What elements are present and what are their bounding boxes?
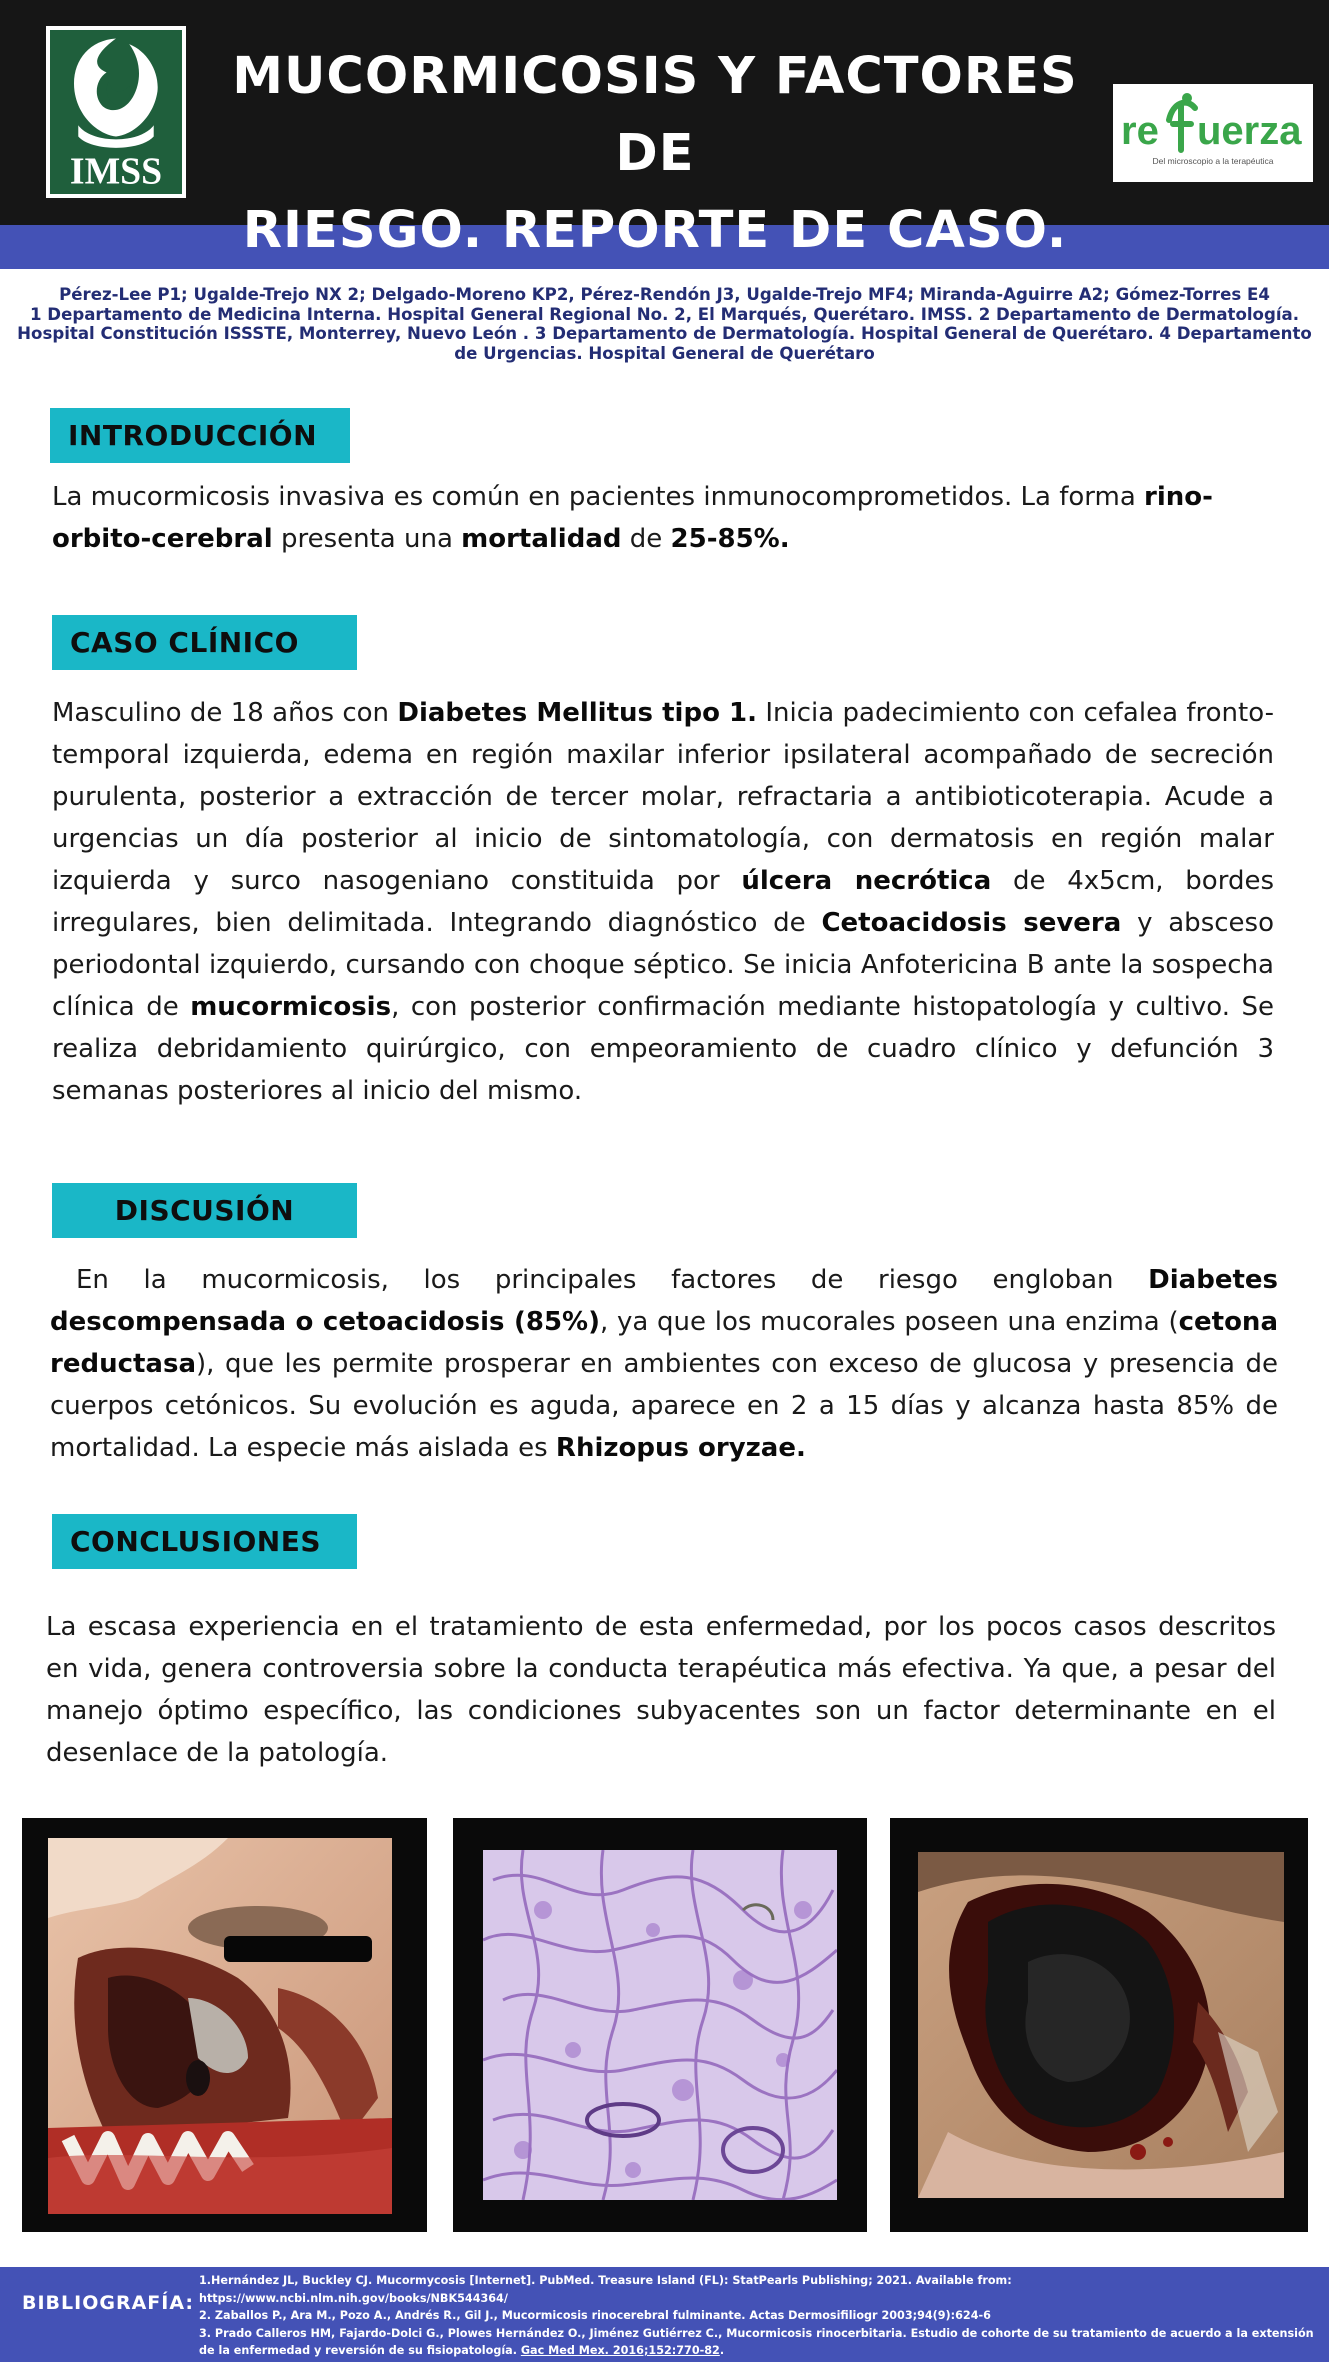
bibliography-ref-3: 3. Prado Calleros HM, Fajardo-Dolci G., Plowes Hernández O., Jiménez Gutiérrez C., Mucormicosis rinocerbitaria. Estudio de cohorte de su tratamiento de acuerdo a la extensión de la enfermedad y reversión de su fisiopatología. Gac Med Mex. 2016;152:770-82. — [199, 2326, 1314, 2357]
bibliography-ref-1: 1.Hernández JL, Buckley CJ. Mucormycosis [Internet]. PubMed. Treasure Island (FL): StatPearls Publishing; 2021. Available from: https://www.ncbi.nlm.nih.gov/books/NBK544364/ — [199, 2274, 1012, 2305]
case-heading: CASO CLÍNICO — [52, 615, 357, 670]
bibliography-ref-2: 2. Zaballos P., Ara M., Pozo A., Andrés R., Gil J., Mucormicosis rinocerebral fulminante. Actas Dermosifiliogr 2003;94(9):624-6 — [199, 2309, 991, 2322]
authors-block — [12, 285, 1317, 363]
bibliography-label: BIBLIOGRAFÍA: — [22, 2292, 194, 2314]
histopathology-photo — [483, 1850, 837, 2200]
necrotic-ulcer-photo — [918, 1852, 1284, 2198]
conclusions-heading: CONCLUSIONES — [52, 1514, 357, 1569]
poster-title — [190, 38, 1120, 269]
clinical-face-photo — [48, 1838, 392, 2214]
title-line-1: MUCORMICOSIS Y FACTORES DE — [232, 47, 1078, 183]
case-paragraph: Masculino de 18 años con Diabetes Mellitus tipo 1. Inicia padecimiento con cefalea fronto-temporal izquierda, edema en región maxilar inferior ipsilateral acompañado de secreción purulenta, posterior a extracción de tercer molar, refractaria a antibioticoterapia. Acude a urgencias un día posterior al inicio de sintomatología, con dermatosis en región malar izquierda y surco nasogeniano constituida por úlcera necrótica de 4x5cm, bordes irregulares, bien delimitada. Integrando diagnóstico de Cetoacidosis severa y absceso periodontal izquierdo, cursando con choque séptico. Se inicia Anfotericina B ante la sospecha clínica de mucormicosis, con posterior confirmación mediante histopatología y cultivo. Se realiza debridamiento quirúrgico, con empeoramiento de cuadro clínico y defunción 3 semanas posteriores al inicio del mismo. — [52, 698, 1274, 1106]
intro-heading: INTRODUCCIÓN — [50, 408, 350, 463]
discussion-heading: DISCUSIÓN — [52, 1183, 357, 1238]
imss-logo-text: IMSS — [69, 150, 163, 193]
author-affiliations: 1 Departamento de Medicina Interna. Hospital General Regional No. 2, El Marqués, Querétaro. IMSS. 2 Departamento de Dermatología. Hospital Constitución ISSSTE, Monterrey, Nuevo León . 3 Departamento de Dermatología. Hospital General de Querétaro. 4 Departamento de Urgencias. Hospital General de Querétaro — [17, 304, 1312, 363]
author-names: Pérez-Lee P1; Ugalde-Trejo NX 2; Delgado-Moreno KP2, Pérez-Rendón J3, Ugalde-Trejo MF4; Miranda-Aguirre A2; Gómez-Torres E4 — [59, 285, 1270, 304]
refuerza-logo-text-2: uerza — [1197, 109, 1302, 153]
bibliography-list — [199, 2272, 1319, 2360]
refuerza-logo-text-1: re — [1121, 109, 1159, 153]
discussion-paragraph: En la mucormicosis, los principales factores de riesgo engloban Diabetes descompensada o cetoacidosis (85%), ya que los mucorales poseen una enzima (cetona reductasa), que les permite prosperar en ambientes con exceso de glucosa y presencia de cuerpos cetónicos. Su evolución es aguda, aparece en 2 a 15 días y alcanza hasta 85% de mortalidad. La especie más aislada es Rhizopus oryzae. — [50, 1265, 1278, 1463]
refuerza-tagline: Del microscopio a la terapéutica — [1152, 156, 1274, 166]
bibliography-ref-3-link[interactable]: Gac Med Mex. 2016;152:770-82 — [520, 2344, 720, 2357]
histopathology-photo-frame — [453, 1818, 867, 2232]
title-line-2: RIESGO. REPORTE DE CASO. — [242, 201, 1068, 260]
clinical-face-photo-frame — [22, 1818, 427, 2232]
imss-logo — [46, 26, 186, 198]
intro-paragraph: La mucormicosis invasiva es común en pacientes inmunocomprometidos. La forma rino-orbito-cerebral presenta una mortalidad de 25-85%. — [52, 482, 1213, 554]
necrotic-ulcer-photo-frame — [890, 1818, 1308, 2232]
conclusions-paragraph: La escasa experiencia en el tratamiento de esta enfermedad, por los pocos casos descritos en vida, genera controversia sobre la conducta terapéutica más efectiva. Ya que, a pesar del manejo óptimo específico, las condiciones subyacentes son un factor determinante en el desenlace de la patología. — [46, 1612, 1276, 1768]
refuerza-logo — [1113, 84, 1313, 182]
